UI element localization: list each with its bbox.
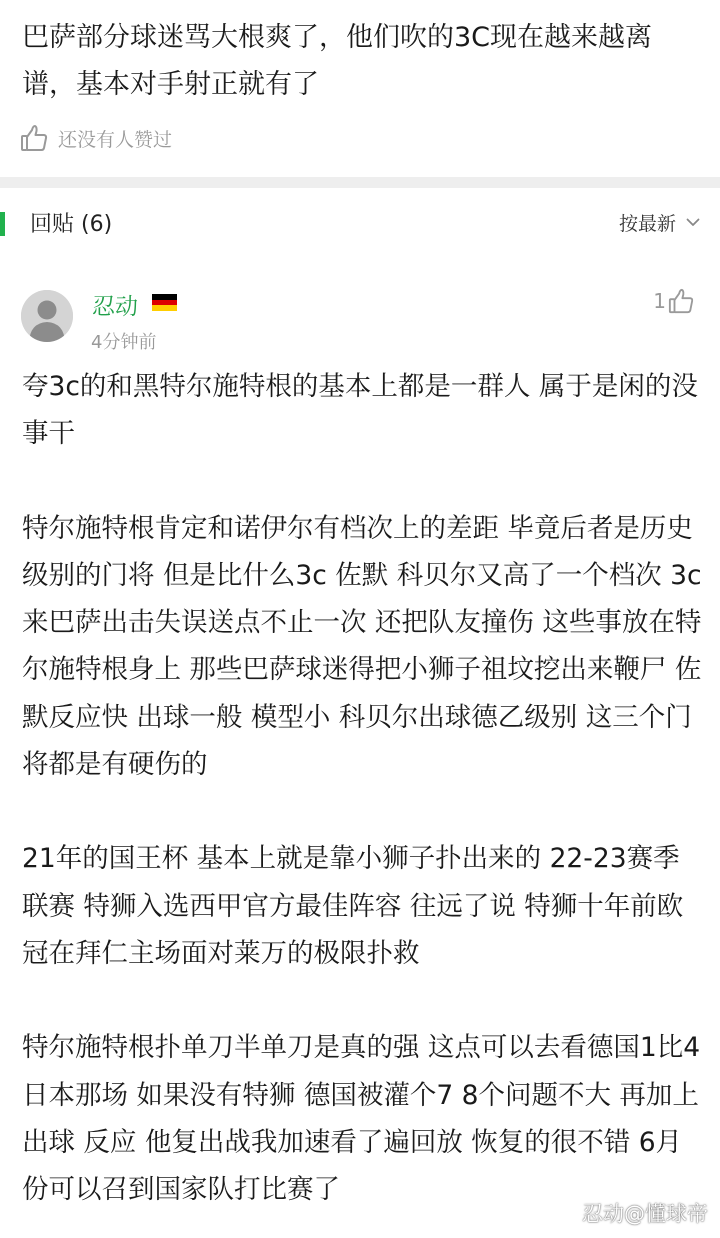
sort-dropdown[interactable] — [619, 209, 700, 236]
post-body: 巴萨部分球迷骂大根爽了，他们吹的3C现在越来越离谱，基本对手射正就有了 — [22, 22, 653, 100]
reply-like-count: 1 — [653, 289, 666, 313]
reply-paragraph: 特尔施特根肯定和诺伊尔有档次上的差距 毕竟后者是历史级别的门将 但是比什么3c 佐默 科贝尔又高了一个档次 3c来巴萨出击失误送点不止一次 还把队友撞伤 这些事放在特尔施特根身上 那些巴萨球迷得把小狮子祖坟挖出来鞭尸 佐默反应快 出球一般 模型小 科贝尔出球德乙级别 这三个门将都是有硬伤的 — [22, 512, 702, 781]
likes-status-text: 还没有人赞过 — [58, 128, 173, 151]
thumbs-up-icon — [668, 287, 694, 315]
reply-body — [22, 363, 702, 1213]
section-accent-bar — [0, 212, 5, 236]
replies-header — [0, 188, 720, 260]
reply-author[interactable]: 忍动 — [92, 294, 138, 320]
germany-flag-icon — [152, 294, 177, 311]
default-user-icon — [21, 290, 73, 342]
reply-paragraph: 特尔施特根扑单刀半单刀是真的强 这点可以去看德国1比4日本那场 如果没有特狮 德国被灌个7 8个问题不大 再加上出球 反应 他复出战我加速看了遍回放 恢复的很不错 6月份可以召到国家队打比赛了 — [22, 1032, 701, 1206]
replies-title: 回贴 (6) — [30, 212, 113, 237]
reply-timestamp: 4分钟前 — [91, 332, 157, 353]
reply-paragraph: 21年的国王杯 基本上就是靠小狮子扑出来的 22-23赛季联赛 特狮入选西甲官方最佳阵容 往远了说 特狮十年前欧冠在拜仁主场面对莱万的极限扑救 — [22, 843, 684, 969]
thumbs-up-icon[interactable] — [20, 123, 48, 153]
watermark: 忍动@懂球帝 — [582, 1202, 708, 1226]
section-divider — [0, 177, 720, 188]
post-likes-row[interactable] — [20, 122, 172, 154]
chevron-down-icon — [676, 218, 700, 227]
reply-paragraph: 夸3c的和黑特尔施特根的基本上都是一群人 属于是闲的没事干 — [22, 371, 698, 450]
reply-like-button[interactable] — [653, 287, 694, 315]
avatar[interactable] — [21, 290, 73, 342]
sort-label: 按最新 — [618, 213, 676, 235]
